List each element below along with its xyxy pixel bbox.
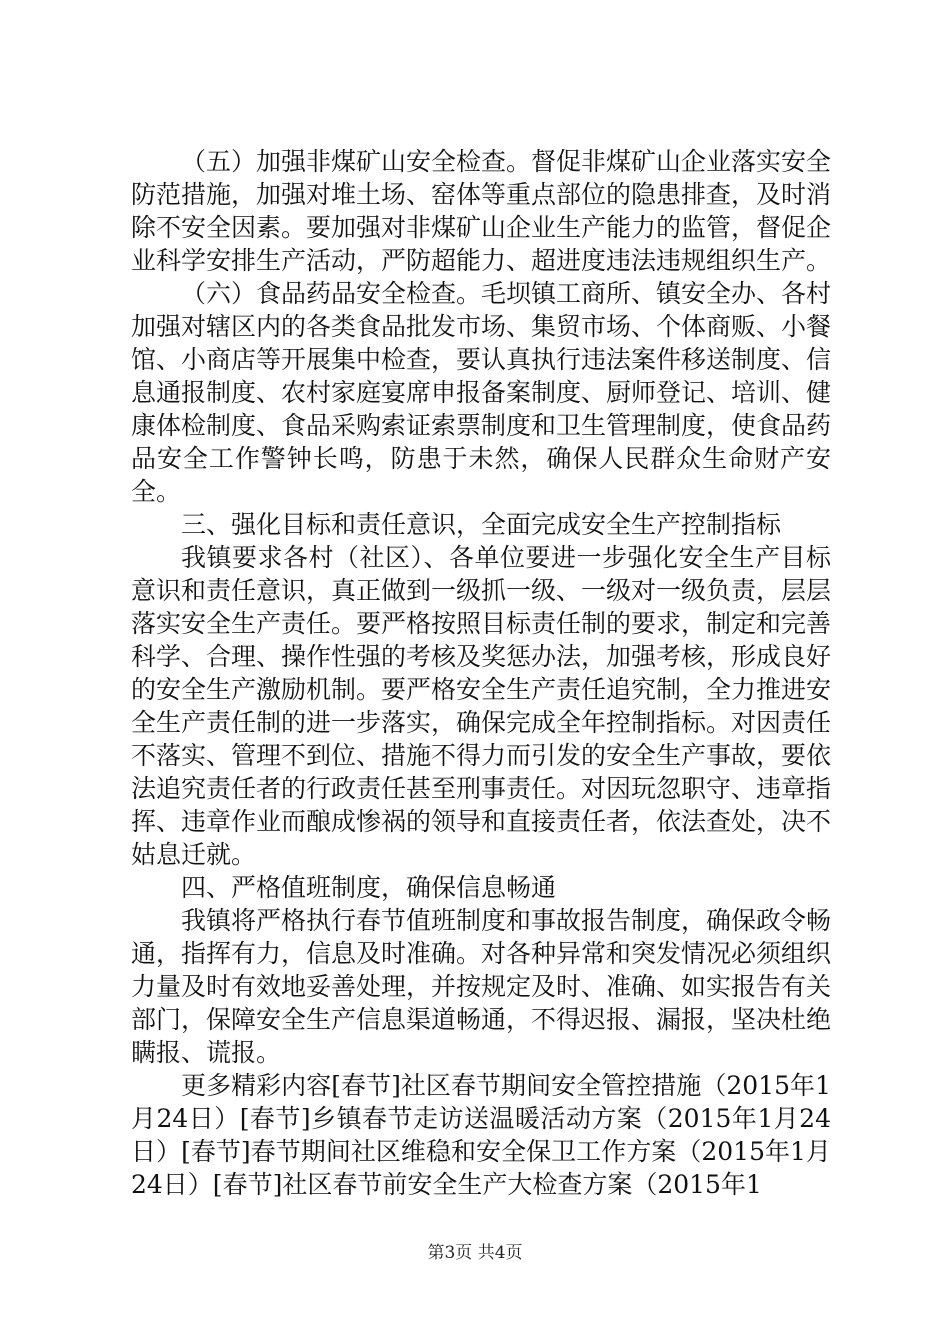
paragraph-duty-system: 我镇将严格执行春节值班制度和事故报告制度，确保政令畅通，指挥有力，信息及时准确。对各种异常和突发情况必须组织力量及时有效地妥善处理，并按规定及时、准确、如实报告有关部门，保障安全生产信息渠道畅通，不得迟报、漏报，坚决杜绝瞒报、谎报。: [131, 906, 832, 1067]
page-footer: 第3页 共4页: [427, 1243, 523, 1263]
section-heading-4: 四、严格值班制度，确保信息畅通: [181, 873, 557, 902]
paragraph-responsibility: 我镇要求各村（社区）、各单位要进一步强化安全生产目标意识和责任意识，真正做到一级抓一级、一级对一级负责，层层落实安全生产责任。要严格按照目标责任制的要求，制定和完善科学、合理、操作性强的考核及奖惩办法，加强考核，形成良好的安全生产激励机制。要严格安全生产责任追究制，全力推进安全生产责任制的进一步落实，确保完成全年控制指标。对因责任不落实、管理不到位、措施不得力而引发的安全生产事故，要依法追究责任者的行政责任甚至刑事责任。对因玩忽职守、违章指挥、违章作业而酿成惨祸的领导和直接责任者，依法查处，决不姑息迁就。: [131, 543, 832, 869]
paragraph-more-content: 更多精彩内容[春节]社区春节期间安全管控措施（2015年1月24日）[春节]乡镇春节走访送温暖活动方案（2015年1月24日）[春节]春节期间社区维稳和安全保卫工作方案（2015年1月24日）[春节]社区春节前安全生产大检查方案（2015年1: [131, 1071, 831, 1199]
paragraph-food-drug-inspection: （六）食品药品安全检查。毛坝镇工商所、镇安全办、各村加强对辖区内的各类食品批发市场、集贸市场、个体商贩、小餐馆、小商店等开展集中检查，要认真执行违法案件移送制度、信息通报制度、农村家庭宴席申报备案制度、厨师登记、培训、健康体检制度、食品采购索证索票制度和卫生管理制度，使食品药品安全工作警钟长鸣，防患于未然，确保人民群众生命财产安全。: [131, 279, 832, 506]
document-body: [131, 145, 831, 1201]
paragraph-non-coal-mine-inspection: （五）加强非煤矿山安全检查。督促非煤矿山企业落实安全防范措施，加强对堆土场、窑体等重点部位的隐患排查，及时消除不安全因素。要加强对非煤矿山企业生产能力的监管，督促企业科学安排生产活动，严防超能力、超进度违法违规组织生产。: [131, 147, 832, 275]
section-heading-3: 三、强化目标和责任意识，全面完成安全生产控制指标: [181, 510, 782, 539]
